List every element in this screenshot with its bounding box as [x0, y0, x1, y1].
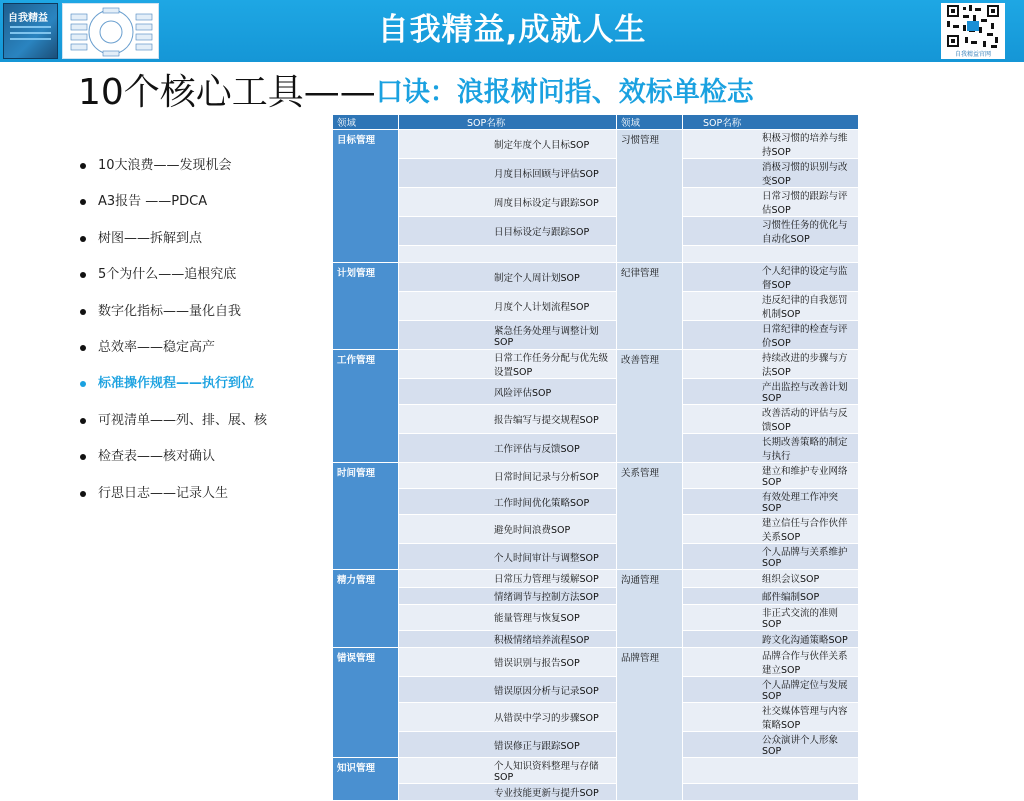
- sop-name-cell: 风险评估SOP: [399, 379, 617, 405]
- header-sop-name-2: SOP名称: [683, 115, 859, 130]
- header-domain-2: 领域: [617, 115, 683, 130]
- domain-cell: 错误管理: [333, 648, 399, 758]
- header-sop-name: SOP名称: [399, 115, 617, 130]
- table-row: [333, 188, 859, 217]
- sop-table: [332, 114, 859, 801]
- sop-name-cell: 日常压力管理与缓解SOP: [399, 570, 617, 587]
- sop-name-cell-2: 个人品牌定位与发展SOP: [683, 677, 859, 703]
- tool-list: [79, 154, 319, 518]
- domain-cell: 工作管理: [333, 350, 399, 463]
- sop-name-cell: 错误修正与跟踪SOP: [399, 732, 617, 758]
- sop-name-cell: 积极情绪培养流程SOP: [399, 630, 617, 647]
- sop-name-cell-2: 日常习惯的跟踪与评估SOP: [683, 188, 859, 217]
- domain-cell-2: 改善管理: [617, 350, 683, 463]
- sop-name-cell-2: 消极习惯的识别与改变SOP: [683, 159, 859, 188]
- sop-name-cell-2: 社交媒体管理与内容策略SOP: [683, 703, 859, 732]
- sop-name-cell: 制定个人周计划SOP: [399, 263, 617, 292]
- sop-name-cell: 日目标设定与跟踪SOP: [399, 217, 617, 246]
- table-row: [333, 758, 859, 784]
- qr-code-icon: [941, 3, 1005, 51]
- domain-cell: 时间管理: [333, 463, 399, 570]
- sop-name-cell-2: 习惯性任务的优化与自动化SOP: [683, 217, 859, 246]
- sop-name-cell: 个人知识资料整理与存储SOP: [399, 758, 617, 784]
- sop-name-cell: 错误识别与报告SOP: [399, 648, 617, 677]
- domain-cell-2: 纪律管理: [617, 263, 683, 350]
- table-header-row: [333, 115, 859, 130]
- table-row: [333, 677, 859, 703]
- table-row: [333, 130, 859, 159]
- table-row: [333, 405, 859, 434]
- table-row: [333, 570, 859, 587]
- sop-name-cell-2: 积极习惯的培养与维持SOP: [683, 130, 859, 159]
- domain-cell: 知识管理: [333, 758, 399, 801]
- tool-list-item: 10大浪费——发现机会: [79, 154, 319, 190]
- table-row: [333, 648, 859, 677]
- sop-name-cell-2: 个人纪律的设定与监督SOP: [683, 263, 859, 292]
- sop-name-cell-2: 跨文化沟通策略SOP: [683, 630, 859, 647]
- sop-name-cell-2: 品牌合作与伙伴关系建立SOP: [683, 648, 859, 677]
- table-row: [333, 732, 859, 758]
- sop-name-cell-2: [683, 758, 859, 784]
- table-row: [333, 321, 859, 350]
- tool-list-item: 树图——拆解到点: [79, 227, 319, 263]
- sop-name-cell: 月度目标回顾与评估SOP: [399, 159, 617, 188]
- sop-name-cell: 报告编写与提交规程SOP: [399, 405, 617, 434]
- qr-code: [941, 3, 1005, 59]
- sop-name-cell-2: 持续改进的步骤与方法SOP: [683, 350, 859, 379]
- subtitle-main: 10个核心工具——: [78, 72, 376, 113]
- sop-name-cell: 周度目标设定与跟踪SOP: [399, 188, 617, 217]
- sop-name-cell-2: 日常纪律的检查与评价SOP: [683, 321, 859, 350]
- table-row: [333, 784, 859, 801]
- table-row: [333, 350, 859, 379]
- sop-name-cell-2: 邮件编制SOP: [683, 587, 859, 604]
- sop-name-cell: 制定年度个人目标SOP: [399, 130, 617, 159]
- book-cover-title: 自我精益: [8, 13, 48, 24]
- tool-list-item: 标准操作规程——执行到位: [79, 372, 319, 408]
- domain-cell-2: 品牌管理: [617, 648, 683, 801]
- sop-name-cell-2: 个人品牌与关系维护SOP: [683, 544, 859, 570]
- sop-name-cell: 能量管理与恢复SOP: [399, 604, 617, 630]
- subtitle: [78, 64, 754, 113]
- table-row: [333, 434, 859, 463]
- sop-name-cell: 从错误中学习的步骤SOP: [399, 703, 617, 732]
- table-row: [333, 217, 859, 246]
- domain-cell-2: 沟通管理: [617, 570, 683, 648]
- sop-name-cell: 紧急任务处理与调整计划SOP: [399, 321, 617, 350]
- domain-cell: 精力管理: [333, 570, 399, 648]
- sop-name-cell-2: 长期改善策略的制定与执行: [683, 434, 859, 463]
- qr-caption: 自我精益官网: [954, 51, 991, 58]
- tool-list-item: 总效率——稳定高产: [79, 336, 319, 372]
- sop-name-cell: 错误原因分析与记录SOP: [399, 677, 617, 703]
- table-row: [333, 246, 859, 263]
- tool-list-item: 数字化指标——量化自我: [79, 300, 319, 336]
- sop-name-cell: 工作时间优化策略SOP: [399, 489, 617, 515]
- domain-cell: 计划管理: [333, 263, 399, 350]
- table-row: [333, 379, 859, 405]
- table-row: [333, 630, 859, 647]
- table-row: [333, 587, 859, 604]
- table-row: [333, 263, 859, 292]
- sop-name-cell-2: 有效处理工作冲突SOP: [683, 489, 859, 515]
- table-row: [333, 703, 859, 732]
- sop-name-cell: [399, 246, 617, 263]
- sop-name-cell-2: 改善活动的评估与反馈SOP: [683, 405, 859, 434]
- table-row: [333, 489, 859, 515]
- domain-cell: 目标管理: [333, 130, 399, 263]
- sop-name-cell-2: 产出监控与改善计划SOP: [683, 379, 859, 405]
- sop-name-cell-2: [683, 246, 859, 263]
- subtitle-formula: 口诀：浪报树问指、效标单检志: [375, 77, 754, 108]
- sop-name-cell-2: 非正式交流的准则SOP: [683, 604, 859, 630]
- table-row: [333, 292, 859, 321]
- tool-list-item: 行思日志——记录人生: [79, 482, 319, 518]
- sop-table-body: [333, 130, 859, 801]
- tool-list-item: 5个为什么——追根究底: [79, 263, 319, 299]
- domain-cell-2: 关系管理: [617, 463, 683, 570]
- sop-name-cell: 个人时间审计与调整SOP: [399, 544, 617, 570]
- sop-name-cell-2: 建立信任与合作伙伴关系SOP: [683, 515, 859, 544]
- sop-name-cell: 日常时间记录与分析SOP: [399, 463, 617, 489]
- sop-name-cell: 月度个人计划流程SOP: [399, 292, 617, 321]
- sop-name-cell-2: 公众演讲个人形象SOP: [683, 732, 859, 758]
- sop-name-cell-2: [683, 784, 859, 801]
- sop-name-cell: 专业技能更新与提升SOP: [399, 784, 617, 801]
- tool-list-item: 检查表——核对确认: [79, 445, 319, 481]
- sop-name-cell: 情绪调节与控制方法SOP: [399, 587, 617, 604]
- table-row: [333, 159, 859, 188]
- table-row: [333, 544, 859, 570]
- tool-list-item: 可视清单——列、排、展、核: [79, 409, 319, 445]
- table-row: [333, 604, 859, 630]
- table-row: [333, 515, 859, 544]
- sop-name-cell-2: 违反纪律的自我惩罚机制SOP: [683, 292, 859, 321]
- sop-name-cell: 工作评估与反馈SOP: [399, 434, 617, 463]
- sop-name-cell: 避免时间浪费SOP: [399, 515, 617, 544]
- sop-name-cell-2: 建立和维护专业网络SOP: [683, 463, 859, 489]
- table-row: [333, 463, 859, 489]
- domain-cell-2: 习惯管理: [617, 130, 683, 263]
- header-domain: 领域: [333, 115, 399, 130]
- sop-name-cell-2: 组织会议SOP: [683, 570, 859, 587]
- sop-name-cell: 日常工作任务分配与优先级设置SOP: [399, 350, 617, 379]
- page-title: 自我精益,成就人生: [377, 12, 647, 48]
- tool-list-item: A3报告 ——PDCA: [79, 190, 319, 226]
